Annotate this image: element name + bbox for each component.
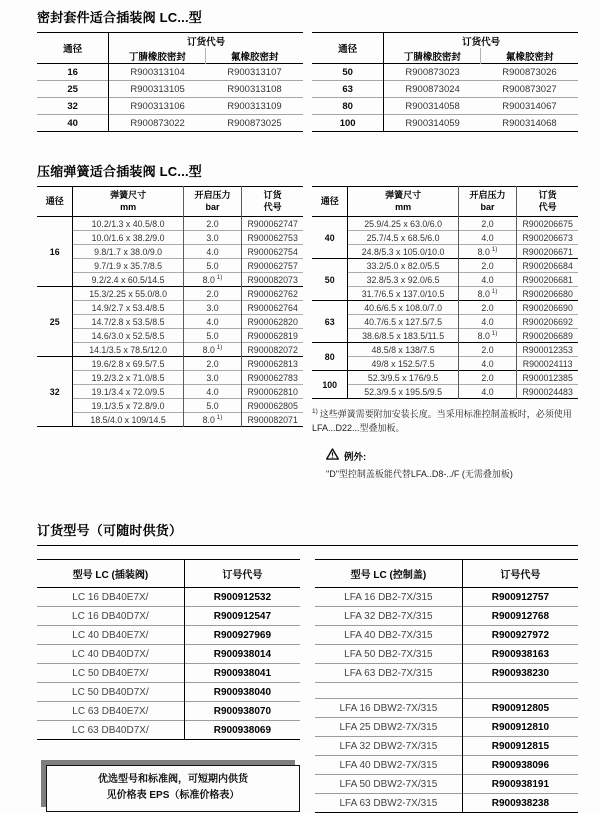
spring-dim-cell: 9.2/2.4 x 60.5/14.5 [73, 273, 183, 287]
col-header-order-code: 订货代号 [462, 36, 501, 48]
table-row [312, 287, 578, 301]
fkm-code-cell: R900313107 [227, 66, 282, 78]
fkm-code-cell: R900313109 [206, 98, 303, 115]
exception-note [312, 448, 578, 480]
fkm-code-cell: R900313108 [206, 81, 303, 98]
order-code-cell: R900912768 [462, 607, 578, 626]
size-cell: 100 [312, 115, 384, 132]
model-cell: LC 63 DB40D7X/ [37, 721, 184, 740]
order-code-cell: R900206673 [517, 231, 578, 245]
notice-line-1: 优选型号和标准阀，可短期内供货 [98, 774, 248, 785]
table-row [37, 607, 300, 626]
table-row [37, 645, 300, 664]
order-code-cell: R900912547 [184, 607, 300, 626]
spring-dim-cell: 24.8/5.3 x 105.0/10.0 [348, 245, 458, 259]
size-cell: 25 [37, 287, 73, 357]
table-row [37, 329, 303, 343]
model-cell: LFA 40 DBW2-7X/315 [315, 756, 462, 775]
table-row [37, 588, 300, 607]
spring-dim-cell: 40.6/6.5 x 108.0/7.0 [348, 301, 458, 315]
size-cell: 32 [37, 357, 73, 427]
table-row [37, 217, 303, 231]
model-cell: LFA 25 DBW2-7X/315 [315, 718, 462, 737]
col-header-fkm-seal: 氟橡胶密封 [206, 48, 303, 64]
order-code-cell: R900912815 [462, 737, 578, 756]
spring-dim-cell: 18.5/4.0 x 109/14.5 [73, 413, 183, 427]
spring-dim-cell: 40.7/6.5 x 127.5/7.5 [348, 315, 458, 329]
table-row [37, 273, 303, 287]
table-row [312, 329, 578, 343]
col-header-spring-dim: 弹簧尺寸 mm [385, 190, 422, 212]
col-header-order-code: 订号代号 [184, 560, 300, 588]
col-header-order-code: 订号代号 [462, 560, 578, 588]
order-code-cell: R900206692 [517, 315, 578, 329]
model-cell: LC 50 DB40E7X/ [37, 664, 184, 683]
col-header-size: 通径 [37, 187, 73, 217]
order-code-cell: R900912805 [462, 699, 578, 718]
table-row [37, 385, 303, 399]
col-header-opening-pressure: 开启压力 bar [458, 187, 517, 217]
order-code-cell: R900062820 [242, 315, 303, 329]
pressure-cell: 3.0 [183, 371, 242, 385]
order-code-cell: R900938069 [184, 721, 300, 740]
order-table-valves [37, 559, 300, 740]
pressure-cell: 2.0 [458, 301, 517, 315]
pressure-cell: 3.0 [183, 231, 242, 245]
footnote-mark: 1) [214, 413, 223, 421]
order-code-cell: R900062764 [242, 301, 303, 315]
table-row [37, 245, 303, 259]
size-cell: 40 [37, 115, 109, 132]
pressure-cell: 4.0 [183, 385, 242, 399]
table-row [312, 343, 578, 357]
spring-dim-cell: 19.2/3.2 x 71.0/8.5 [73, 371, 183, 385]
order-code-cell: R900012353 [517, 343, 578, 357]
pressure-cell: 8.0 $^{1)}$ [183, 413, 242, 427]
pressure-cell: 8.0 $^{1)}$ [458, 287, 517, 301]
spring-table-left [37, 186, 303, 427]
spring-dim-cell: 38.6/8.5 x 183.5/11.5 [348, 329, 458, 343]
table-row [37, 357, 303, 371]
spring-dim-cell: 25.7/4.5 x 68.5/6.0 [348, 231, 458, 245]
spring-dim-cell: 19.6/2.8 x 69.5/7.5 [73, 357, 183, 371]
fkm-code-cell: R900314067 [481, 98, 578, 115]
col-header-fkm-seal: 氟橡胶密封 [481, 48, 578, 64]
order-code-cell: R900938040 [184, 683, 300, 702]
order-code-cell: R900938230 [462, 664, 578, 683]
model-cell: LC 16 DB40E7X/ [72, 591, 149, 603]
model-cell: LFA 16 DBW2-7X/315 [315, 699, 462, 718]
table-row [312, 115, 578, 132]
order-code-cell: R900012385 [517, 371, 578, 385]
table-row [37, 64, 303, 81]
table-row [37, 115, 303, 132]
spring-table-right [312, 186, 578, 399]
table-row [37, 315, 303, 329]
pressure-cell: 5.0 [183, 329, 242, 343]
order-code-cell: R900938191 [462, 775, 578, 794]
table-row [37, 399, 303, 413]
table-row [315, 718, 578, 737]
footnote-mark: 1) [489, 287, 498, 295]
pressure-cell: 2.0 [458, 217, 517, 231]
order-code-cell: R900938163 [462, 645, 578, 664]
order-code-cell: R900938014 [184, 645, 300, 664]
order-code-cell: R900082072 [242, 343, 303, 357]
table-row [37, 81, 303, 98]
order-code-cell: R900912532 [184, 588, 300, 607]
order-code-cell: R900938070 [184, 702, 300, 721]
table-row [315, 775, 578, 794]
exception-label: 例外: [344, 451, 367, 463]
pressure-cell: 3.0 [183, 301, 242, 315]
spacer-row [315, 683, 578, 699]
col-header-order-code: 订货 代号 [242, 187, 303, 217]
col-header-model-valve: 型号 LC (插装阀) [72, 570, 149, 581]
spring-dim-cell: 19.1/3.5 x 72.8/9.0 [73, 399, 183, 413]
order-code-cell: R900912757 [462, 588, 578, 607]
title-rule [37, 545, 578, 546]
col-header-order-code: 订货代号 [187, 36, 226, 48]
order-code-cell: R900062753 [242, 231, 303, 245]
seal-kit-table-right [312, 32, 578, 132]
seal-kit-tables [37, 32, 578, 132]
size-cell: 40 [312, 217, 348, 259]
spring-dim-cell: 10.0/1.6 x 38.2/9.0 [73, 231, 183, 245]
col-header-order-code: 订货 代号 [517, 187, 578, 217]
order-code-cell: R900206689 [517, 329, 578, 343]
availability-notice-box [46, 765, 300, 812]
table-row [312, 81, 578, 98]
model-cell: LFA 32 DB2-7X/315 [315, 607, 462, 626]
col-header-size: 通径 [37, 33, 109, 64]
table-row [37, 683, 300, 702]
footnote-mark: 1) [214, 343, 223, 351]
pressure-cell: 2.0 [183, 287, 242, 301]
pressure-cell: 8.0 $^{1)}$ [458, 329, 517, 343]
order-code-cell: R900062805 [242, 399, 303, 413]
spring-dim-cell: 14.6/3.0 x 52.5/8.5 [73, 329, 183, 343]
section-seal-kits [37, 7, 578, 132]
section-order-numbers [37, 520, 578, 813]
pressure-cell: 4.0 [458, 357, 517, 371]
order-code-cell: R900938096 [462, 756, 578, 775]
order-code-cell: R900938238 [462, 794, 578, 813]
empty-cell [315, 683, 462, 699]
order-code-cell: R900062762 [242, 287, 303, 301]
fkm-code-cell: R900314068 [481, 115, 578, 132]
order-code-cell: R900024113 [517, 357, 578, 371]
fkm-code-cell: R900873027 [481, 81, 578, 98]
spring-dim-cell: 25.9/4.25 x 63.0/6.0 [364, 218, 442, 229]
pressure-cell: 5.0 [183, 399, 242, 413]
pressure-cell: 4.0 [458, 385, 517, 399]
table-row [312, 315, 578, 329]
size-cell: 50 [312, 64, 384, 81]
order-code-cell: R900024483 [517, 385, 578, 399]
pressure-cell: 2.0 [458, 259, 517, 273]
table-row [37, 721, 300, 740]
pressure-cell: 8.0 $^{1)}$ [183, 343, 242, 357]
exception-text: "D"型控制盖板能代替LFA..D8-../F (无需叠加板) [326, 469, 513, 479]
model-cell: LC 63 DB40E7X/ [37, 702, 184, 721]
size-cell: 80 [312, 343, 348, 371]
pressure-cell: 4.0 [458, 273, 517, 287]
model-cell: LFA 63 DBW2-7X/315 [315, 794, 462, 813]
spring-dim-cell: 52.3/9.5 x 176/9.5 [348, 371, 458, 385]
table-row [315, 588, 578, 607]
pressure-cell: 8.0 $^{1)}$ [183, 273, 242, 287]
spring-dim-cell: 33.2/5.0 x 82.0/5.5 [348, 259, 458, 273]
col-header-size: 通径 [312, 33, 384, 64]
order-code-cell: R900206690 [517, 301, 578, 315]
table-row [312, 357, 578, 371]
size-cell: 63 [312, 301, 348, 343]
fkm-code-cell: R900873025 [206, 115, 303, 132]
table-row [37, 413, 303, 427]
order-code-cell: R900206675 [517, 217, 578, 231]
order-code-cell: R900062747 [242, 217, 303, 231]
model-cell: LC 50 DB40D7X/ [37, 683, 184, 702]
table-row [312, 245, 578, 259]
col-header-model-cover: 型号 LC (控制盖) [350, 570, 427, 581]
table-row [315, 737, 578, 756]
spring-dim-cell: 14.7/2.8 x 53.5/8.5 [73, 315, 183, 329]
footnote-mark: 1) [489, 245, 498, 253]
pressure-cell: 4.0 [183, 315, 242, 329]
model-cell: LFA 16 DB2-7X/315 [344, 591, 433, 603]
size-cell: 50 [312, 259, 348, 301]
nbr-code-cell: R900314059 [384, 115, 481, 132]
table-row [312, 385, 578, 399]
spring-dim-cell: 52.3/9.5 x 195.5/9.5 [348, 385, 458, 399]
model-cell: LC 40 DB40E7X/ [37, 626, 184, 645]
nbr-code-cell: R900313105 [109, 81, 206, 98]
col-header-nbr-seal: 丁腈橡胶密封 [403, 51, 461, 63]
order-code-cell: R900938041 [184, 664, 300, 683]
spring-dim-cell: 15.3/2.25 x 55.0/8.0 [73, 287, 183, 301]
spring-dim-cell: 9.7/1.9 x 35.7/8.5 [73, 259, 183, 273]
order-code-cell: R900206680 [517, 287, 578, 301]
empty-cell [462, 683, 578, 699]
spring-tables [37, 186, 578, 480]
size-cell: 100 [312, 371, 348, 399]
table-row [315, 626, 578, 645]
spring-dim-cell: 48.5/8 x 138/7.5 [348, 343, 458, 357]
spring-dim-cell: 19.1/3.4 x 72.0/9.5 [73, 385, 183, 399]
seal-kit-table-left [37, 32, 303, 132]
nbr-code-cell: R900313104 [130, 66, 185, 78]
pressure-cell: 4.0 [183, 245, 242, 259]
model-cell: LFA 50 DB2-7X/315 [315, 645, 462, 664]
table-row [312, 371, 578, 385]
order-code-cell: R900912810 [462, 718, 578, 737]
footnote-mark: 1) [489, 329, 498, 337]
table-row [37, 259, 303, 273]
spring-dim-cell: 14.9/2.7 x 53.4/8.5 [73, 301, 183, 315]
model-cell: LC 40 DB40D7X/ [37, 645, 184, 664]
table-row [37, 702, 300, 721]
order-code-cell: R900082071 [242, 413, 303, 427]
col-header-spring-dim: 弹簧尺寸 mm [110, 190, 147, 212]
nbr-code-cell: R900873024 [384, 81, 481, 98]
table-row [312, 259, 578, 273]
size-cell: 16 [37, 217, 73, 287]
table-row [312, 98, 578, 115]
order-code-cell: R900206684 [517, 259, 578, 273]
table-row [315, 607, 578, 626]
table-row [315, 756, 578, 775]
table-row [312, 64, 578, 81]
size-cell: 25 [37, 81, 109, 98]
col-header-size: 通径 [312, 187, 348, 217]
fkm-code-cell: R900873026 [502, 66, 557, 78]
table-row [37, 301, 303, 315]
table-row [312, 273, 578, 287]
table-row [312, 301, 578, 315]
pressure-cell: 2.0 [458, 343, 517, 357]
spring-dim-cell: 31.7/6.5 x 137.0/10.5 [348, 287, 458, 301]
table-row [312, 231, 578, 245]
section-springs [37, 161, 578, 480]
table-row [315, 699, 578, 718]
table-row [37, 664, 300, 683]
footnote-mark: 1) [214, 273, 223, 281]
nbr-code-cell: R900313106 [109, 98, 206, 115]
order-code-cell: R900082073 [242, 273, 303, 287]
model-cell: LC 16 DB40D7X/ [37, 607, 184, 626]
nbr-code-cell: R900314058 [384, 98, 481, 115]
order-code-cell: R900062754 [242, 245, 303, 259]
table-row [315, 794, 578, 813]
spring-dim-cell: 49/8 x 152.5/7.5 [348, 357, 458, 371]
order-code-cell: R900062810 [242, 385, 303, 399]
order-code-cell: R900062813 [242, 357, 303, 371]
order-code-cell: R900927972 [462, 626, 578, 645]
spring-footnote: $^{1)}$ 这些弹簧需要附加安装长度。当采用标准控制盖板时，必须使用LFA...D22...型叠加板。 [312, 408, 572, 433]
table-row [37, 343, 303, 357]
spring-dim-cell: 14.1/3.5 x 78.5/12.0 [73, 343, 183, 357]
pressure-cell: 8.0 $^{1)}$ [458, 245, 517, 259]
table-row [37, 231, 303, 245]
order-code-cell: R900062757 [242, 259, 303, 273]
order-code-cell: R900206671 [517, 245, 578, 259]
pressure-cell: 4.0 [458, 315, 517, 329]
size-cell: 80 [312, 98, 384, 115]
order-code-cell: R900206681 [517, 273, 578, 287]
pressure-cell: 2.0 [183, 217, 242, 231]
size-cell: 63 [312, 81, 384, 98]
table-row [37, 371, 303, 385]
notice-line-2: 见价格表 EPS（标准价格表） [106, 790, 240, 801]
table-row [37, 287, 303, 301]
model-cell: LFA 32 DBW2-7X/315 [315, 737, 462, 756]
table-row [37, 98, 303, 115]
order-numbers-title: 订货型号（可随时供货） [37, 523, 183, 538]
order-code-cell: R900927969 [184, 626, 300, 645]
nbr-code-cell: R900873023 [405, 66, 460, 78]
order-code-cell: R900062783 [242, 371, 303, 385]
model-cell: LFA 63 DB2-7X/315 [315, 664, 462, 683]
model-cell: LFA 50 DBW2-7X/315 [315, 775, 462, 794]
pressure-cell: 2.0 [458, 371, 517, 385]
pressure-cell: 5.0 [183, 259, 242, 273]
table-row [315, 664, 578, 683]
model-cell: LFA 40 DB2-7X/315 [315, 626, 462, 645]
size-cell: 32 [37, 98, 109, 115]
col-header-nbr-seal: 丁腈橡胶密封 [128, 51, 186, 63]
warning-triangle-icon [326, 448, 339, 463]
table-row [312, 217, 578, 231]
seal-kits-title: 密封套件适合插装阀 LC...型 [37, 10, 202, 25]
size-cell: 16 [37, 64, 109, 81]
springs-title: 压缩弹簧适合插装阀 LC...型 [37, 164, 202, 179]
order-code-cell: R900062819 [242, 329, 303, 343]
table-row [37, 626, 300, 645]
pressure-cell: 2.0 [183, 357, 242, 371]
order-tables [37, 559, 578, 813]
spring-dim-cell: 10.2/1.3 x 40.5/8.0 [91, 218, 165, 229]
pressure-cell: 4.0 [458, 231, 517, 245]
order-table-covers [315, 559, 578, 813]
table-row [315, 645, 578, 664]
spring-dim-cell: 9.8/1.7 x 38.0/9.0 [73, 245, 183, 259]
spring-dim-cell: 32.8/5.3 x 92.0/6.5 [348, 273, 458, 287]
col-header-opening-pressure: 开启压力 bar [183, 187, 242, 217]
nbr-code-cell: R900873022 [109, 115, 206, 132]
